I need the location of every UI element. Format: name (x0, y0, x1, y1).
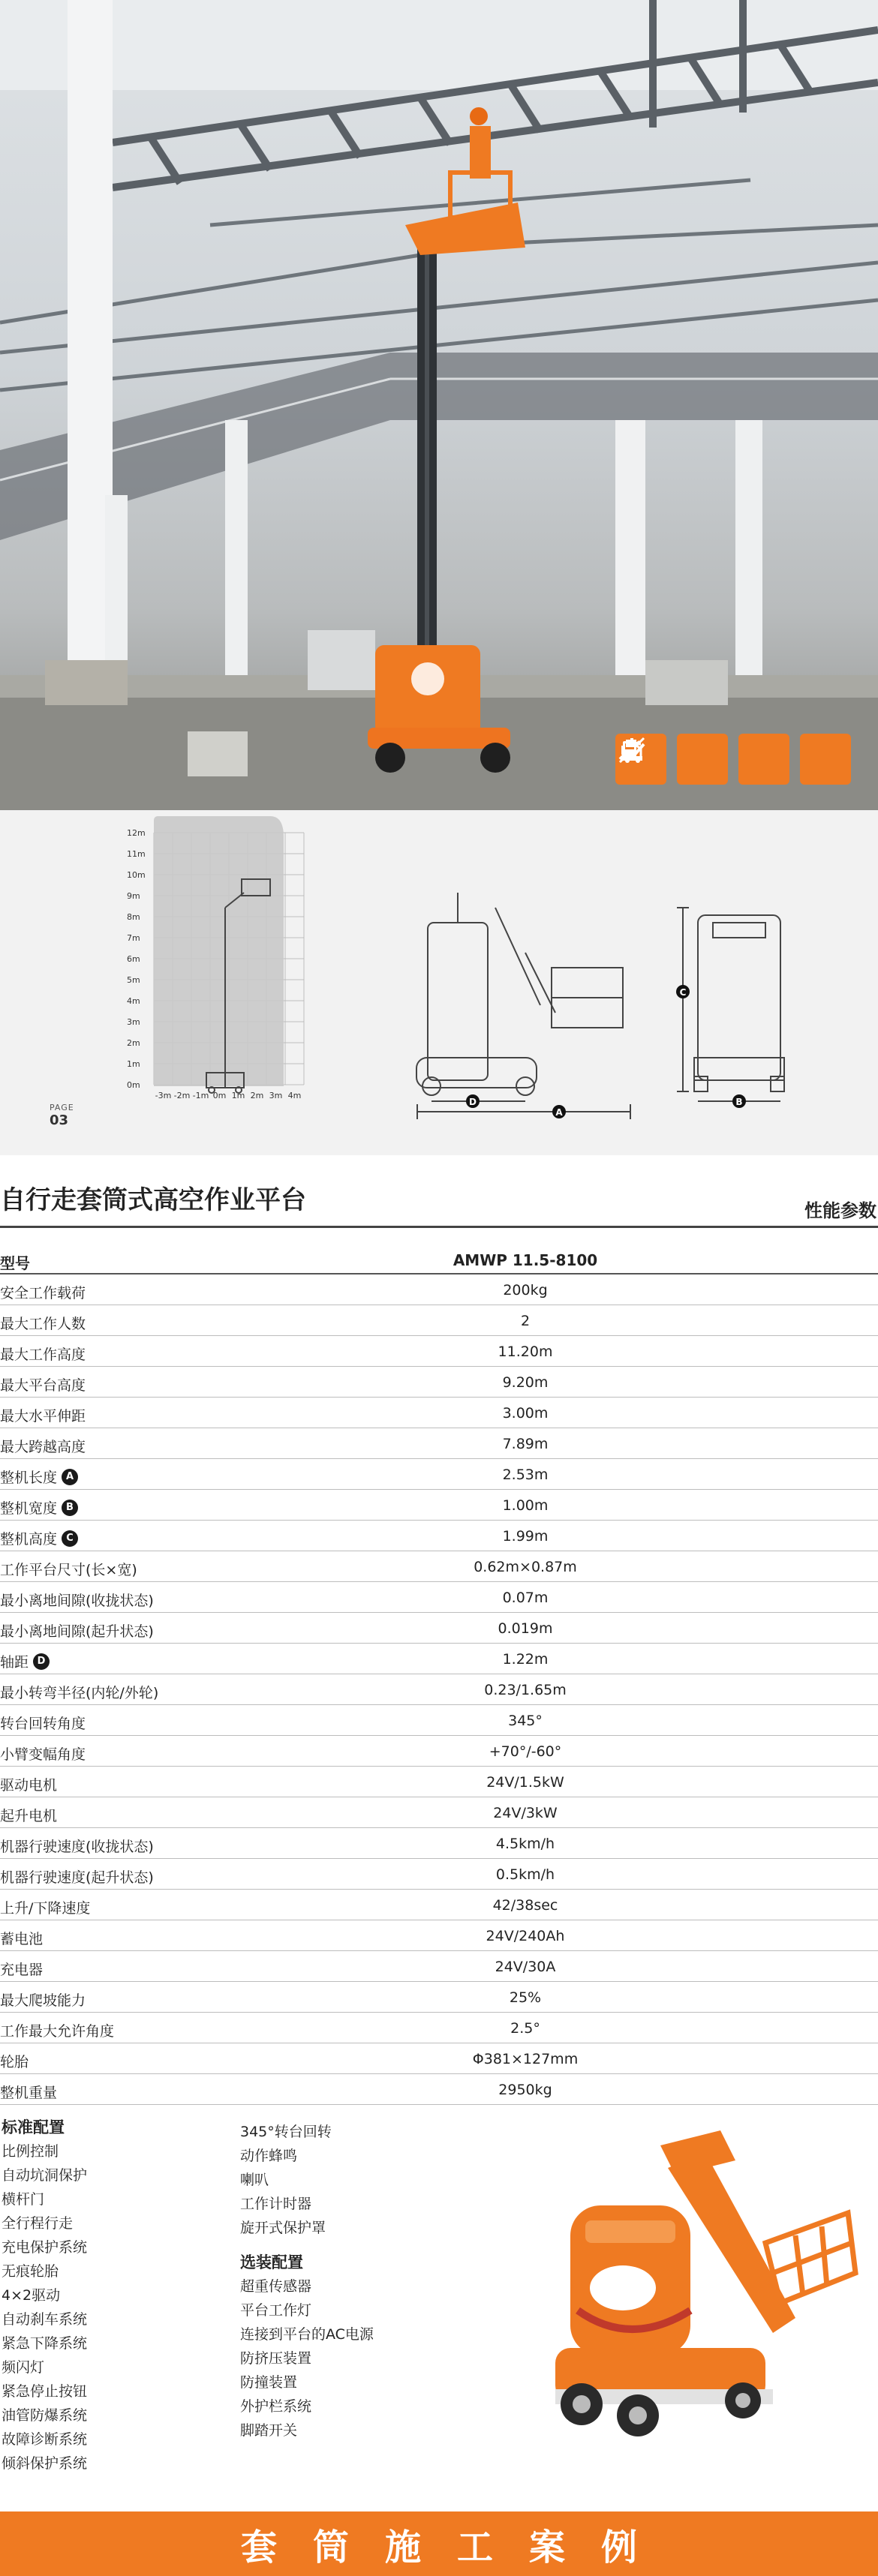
optional-config-item: 防挤压装置 (240, 2350, 312, 2367)
case-study-banner (0, 2511, 878, 2576)
optional-config-item: 平台工作灯 (240, 2302, 312, 2319)
standard-config-item: 动作蜂鸣 (240, 2148, 298, 2164)
standard-config-item: 紧急停止按钮 (2, 2383, 88, 2400)
spec-key (0, 1682, 158, 1702)
spec-value: 24V/240Ah (486, 1928, 565, 1944)
x-tick-label: -3m (155, 1091, 172, 1100)
spec-row (0, 1398, 878, 1428)
dimension-badge: A (62, 1469, 78, 1485)
spec-key (0, 1897, 90, 1917)
spec-row (0, 1951, 878, 1982)
x-tick-label: -1m (192, 1091, 209, 1100)
spec-value: +70°/-60° (489, 1743, 562, 1760)
spec-key (0, 1836, 154, 1856)
dimension-badge: D (33, 1653, 50, 1670)
x-tick-label: -2m (173, 1091, 191, 1100)
spec-row (0, 1644, 878, 1674)
spec-value: 0.23/1.65m (484, 1682, 567, 1698)
spec-key-text: 蓄电池 (0, 1931, 44, 1947)
standard-config-item: 旋开式保护罩 (240, 2220, 326, 2236)
spec-row (0, 2013, 878, 2043)
front-view-drawing (677, 908, 784, 1101)
spec-key-text: 最大爬坡能力 (0, 1992, 86, 2009)
y-tick-label: 1m (127, 1059, 140, 1069)
outdoor-icon (677, 734, 728, 785)
dimension-diagram (0, 810, 878, 1155)
spec-row (0, 1767, 878, 1797)
spec-value: 0.07m (502, 1590, 549, 1606)
x-tick-label: 2m (250, 1091, 264, 1100)
spec-key (0, 1774, 57, 1794)
standard-config-item: 油管防爆系统 (2, 2407, 88, 2424)
spec-key-text: 轴距 (0, 1654, 29, 1671)
x-tick-label: 1m (231, 1091, 245, 1100)
feature-icons (615, 734, 851, 785)
spec-key-text: 最小离地间隙(起升状态) (0, 1623, 154, 1640)
spec-value: 345° (508, 1713, 543, 1729)
spec-key-text: 整机宽度 (0, 1500, 58, 1517)
svg-text:A: A (555, 1107, 563, 1118)
spec-value: 7.89m (502, 1436, 549, 1452)
spec-row (0, 1428, 878, 1459)
standard-config-item: 故障诊断系统 (2, 2431, 88, 2448)
spec-key-text: 安全工作载荷 (0, 1285, 86, 1302)
x-tick-label: 4m (287, 1091, 302, 1100)
spec-key (0, 1282, 86, 1302)
standard-config-item: 频闪灯 (2, 2359, 45, 2376)
spec-key (0, 1559, 137, 1579)
standard-config-title: 标准配置 (2, 2118, 65, 2136)
spec-subtitle: 性能参数 (804, 1200, 876, 1221)
standard-config-item: 比例控制 (2, 2143, 59, 2160)
y-tick-label: 2m (127, 1038, 140, 1048)
spec-row (0, 1705, 878, 1736)
spec-key-text: 整机重量 (0, 2085, 58, 2101)
dim-label-b (732, 1094, 746, 1108)
spec-key (0, 1743, 86, 1764)
spec-key (0, 1436, 86, 1456)
spec-value: 2.5° (510, 2020, 540, 2037)
spec-key-text: 整机高度 (0, 1531, 58, 1548)
machine-photo (548, 2123, 863, 2456)
spec-key-text: 驱动电机 (0, 1777, 58, 1794)
spec-key-text: 最大工作高度 (0, 1347, 86, 1363)
spec-value: 1.99m (502, 1528, 549, 1545)
spec-row (0, 1521, 878, 1551)
spec-value: 3.00m (502, 1405, 549, 1422)
dimension-badge: B (62, 1500, 78, 1516)
spec-table (0, 1244, 878, 2105)
dim-label-a (552, 1105, 566, 1118)
standard-config (2, 2115, 87, 2475)
spec-value: 2.53m (502, 1467, 549, 1483)
y-tick-label: 5m (127, 975, 140, 985)
spec-key-text: 最小转弯半径(内轮/外轮) (0, 1685, 159, 1701)
y-tick-label: 12m (127, 828, 146, 838)
standard-config-list (2, 2139, 87, 2475)
optional-config-item: 防撞装置 (240, 2374, 298, 2391)
svg-text:B: B (735, 1097, 743, 1107)
warehouse-scene (0, 0, 878, 810)
spec-row (0, 1459, 878, 1490)
spec-value: 2950kg (498, 2082, 552, 2098)
spec-value: Φ381×127mm (472, 2051, 579, 2067)
spec-key-text: 起升电机 (0, 1808, 58, 1824)
spec-key-text: 充电器 (0, 1962, 44, 1978)
config-right-column (240, 2120, 374, 2442)
spec-row (0, 1274, 878, 1305)
spec-row (0, 2043, 878, 2074)
spec-row (0, 1982, 878, 2013)
spec-key (0, 2082, 57, 2102)
spec-key-text: 工作最大允许角度 (0, 2023, 115, 2040)
dimension-badge: C (62, 1530, 78, 1547)
spec-key (0, 1866, 154, 1887)
spec-key (0, 1344, 86, 1364)
optional-config-item: 超重传感器 (240, 2278, 312, 2295)
x-tick-label: 0m (212, 1091, 227, 1100)
spec-key-text: 上升/下降速度 (0, 1900, 91, 1917)
spec-row (0, 1336, 878, 1367)
spec-key (0, 1805, 57, 1825)
spec-key (0, 1467, 78, 1487)
spec-header-key: 型号 (0, 1254, 30, 1272)
spec-row (0, 1859, 878, 1890)
spec-value: 1.00m (502, 1497, 549, 1514)
optional-config-item: 脚踏开关 (240, 2422, 298, 2439)
standard-config-item: 自动坑洞保护 (2, 2167, 88, 2184)
spec-value: 4.5km/h (495, 1836, 555, 1852)
spec-value: 0.019m (498, 1620, 553, 1637)
page-number: 03 (50, 1112, 69, 1128)
spec-value: 0.62m×0.87m (474, 1559, 577, 1575)
standard-config-item: 喇叭 (240, 2172, 269, 2188)
spec-row (0, 1367, 878, 1398)
standard-config-item: 紧急下降系统 (2, 2335, 88, 2352)
spec-row (0, 1674, 878, 1705)
spec-row (0, 1920, 878, 1951)
spec-key-text: 小臂变幅角度 (0, 1746, 86, 1763)
standard-config-item: 4×2驱动 (2, 2287, 61, 2304)
hero-photo (0, 0, 878, 810)
y-tick-label: 3m (127, 1017, 140, 1027)
optional-config-item: 外护栏系统 (240, 2398, 312, 2415)
page-label: PAGE (50, 1103, 74, 1112)
spec-key-text: 机器行驶速度(收拢状态) (0, 1839, 154, 1855)
standard-config-item: 全行程行走 (2, 2215, 74, 2232)
spec-key (0, 1528, 78, 1548)
dim-label-d (466, 1094, 480, 1108)
y-tick-label: 9m (127, 891, 140, 901)
standard-config-item: 无痕轮胎 (2, 2263, 59, 2280)
spec-key-text: 机器行驶速度(起升状态) (0, 1869, 154, 1886)
optional-config-item: 连接到平台的AC电源 (240, 2326, 374, 2343)
optional-config-title: 选装配置 (240, 2253, 303, 2271)
y-tick-label: 0m (127, 1080, 140, 1090)
y-tick-label: 4m (127, 996, 140, 1006)
svg-text:D: D (469, 1097, 477, 1107)
spec-key (0, 1651, 50, 1671)
y-tick-label: 11m (127, 849, 146, 859)
y-tick-label: 7m (127, 933, 140, 943)
dim-label-c (676, 985, 690, 998)
spec-key (0, 1959, 43, 1979)
spec-key (0, 1989, 86, 2010)
spec-key (0, 1313, 86, 1333)
spec-title: 自行走套筒式高空作业平台 (0, 1185, 306, 1215)
spec-value: 0.5km/h (495, 1866, 555, 1883)
spec-key (0, 1405, 86, 1425)
spec-row (0, 1797, 878, 1828)
spec-key-text: 工作平台尺寸(长×宽) (0, 1562, 137, 1578)
spec-value: 24V/1.5kW (486, 1774, 564, 1791)
spec-key (0, 1590, 154, 1610)
spec-value: 2 (520, 1313, 531, 1329)
standard-config-list-continued (240, 2120, 374, 2240)
spec-key (0, 1713, 86, 1733)
banner-text: 套筒施工案例 (240, 2526, 673, 2568)
spec-key (0, 1497, 78, 1518)
spec-key-text: 最大水平伸距 (0, 1408, 86, 1425)
standard-config-item: 倾斜保护系统 (2, 2455, 88, 2472)
spec-value: 1.22m (502, 1651, 549, 1668)
spec-row (0, 2074, 878, 2105)
spec-key (0, 1620, 154, 1641)
spec-row (0, 1551, 878, 1582)
working-range-chart (0, 810, 878, 1155)
spec-value: 200kg (503, 1282, 548, 1299)
spec-key-text: 转台回转角度 (0, 1716, 86, 1732)
spec-row (0, 1582, 878, 1613)
spec-value: 24V/30A (495, 1959, 556, 1975)
standard-config-item: 345°转台回转 (240, 2124, 332, 2140)
spec-row (0, 1613, 878, 1644)
y-tick-label: 10m (127, 870, 146, 880)
spec-title-rule (0, 1226, 878, 1228)
spec-value: 42/38sec (492, 1897, 558, 1914)
spec-key (0, 2020, 114, 2040)
standard-config-item: 工作计时器 (240, 2196, 312, 2212)
spec-header-row (0, 1244, 878, 1274)
spec-row (0, 1890, 878, 1920)
spec-row (0, 1305, 878, 1336)
spec-value: 24V/3kW (493, 1805, 558, 1821)
spec-row (0, 1490, 878, 1521)
spec-row (0, 1828, 878, 1859)
y-tick-label: 8m (127, 912, 140, 922)
side-view-drawing (416, 893, 630, 1119)
x-tick-label: 3m (269, 1091, 283, 1100)
y-tick-label: 6m (127, 954, 140, 964)
spec-key (0, 2051, 29, 2071)
rough-terrain-icon (800, 734, 851, 785)
standard-config-item: 横杆门 (2, 2191, 45, 2208)
spec-key-text: 最小离地间隙(收拢状态) (0, 1593, 154, 1609)
spec-key-text: 最大工作人数 (0, 1316, 86, 1332)
spec-key-text: 轮胎 (0, 2054, 29, 2070)
spec-key-text: 最大平台高度 (0, 1377, 86, 1394)
spec-row (0, 1736, 878, 1767)
spec-value: 25% (509, 1989, 542, 2006)
spec-key (0, 1928, 43, 1948)
spec-key-text: 最大跨越高度 (0, 1439, 86, 1455)
spec-key (0, 1374, 86, 1395)
spec-value: 11.20m (498, 1344, 553, 1360)
spec-header-value: AMWP 11.5-8100 (453, 1251, 598, 1269)
svg-text:C: C (679, 987, 687, 998)
optional-config-list (240, 2274, 374, 2442)
spec-value: 9.20m (502, 1374, 549, 1391)
standard-config-item: 充电保护系统 (2, 2239, 88, 2256)
page-number-tag (50, 1103, 74, 1128)
standard-config-item: 自动刹车系统 (2, 2311, 88, 2328)
gas-icon (738, 734, 789, 785)
spec-key-text: 整机长度 (0, 1470, 58, 1486)
